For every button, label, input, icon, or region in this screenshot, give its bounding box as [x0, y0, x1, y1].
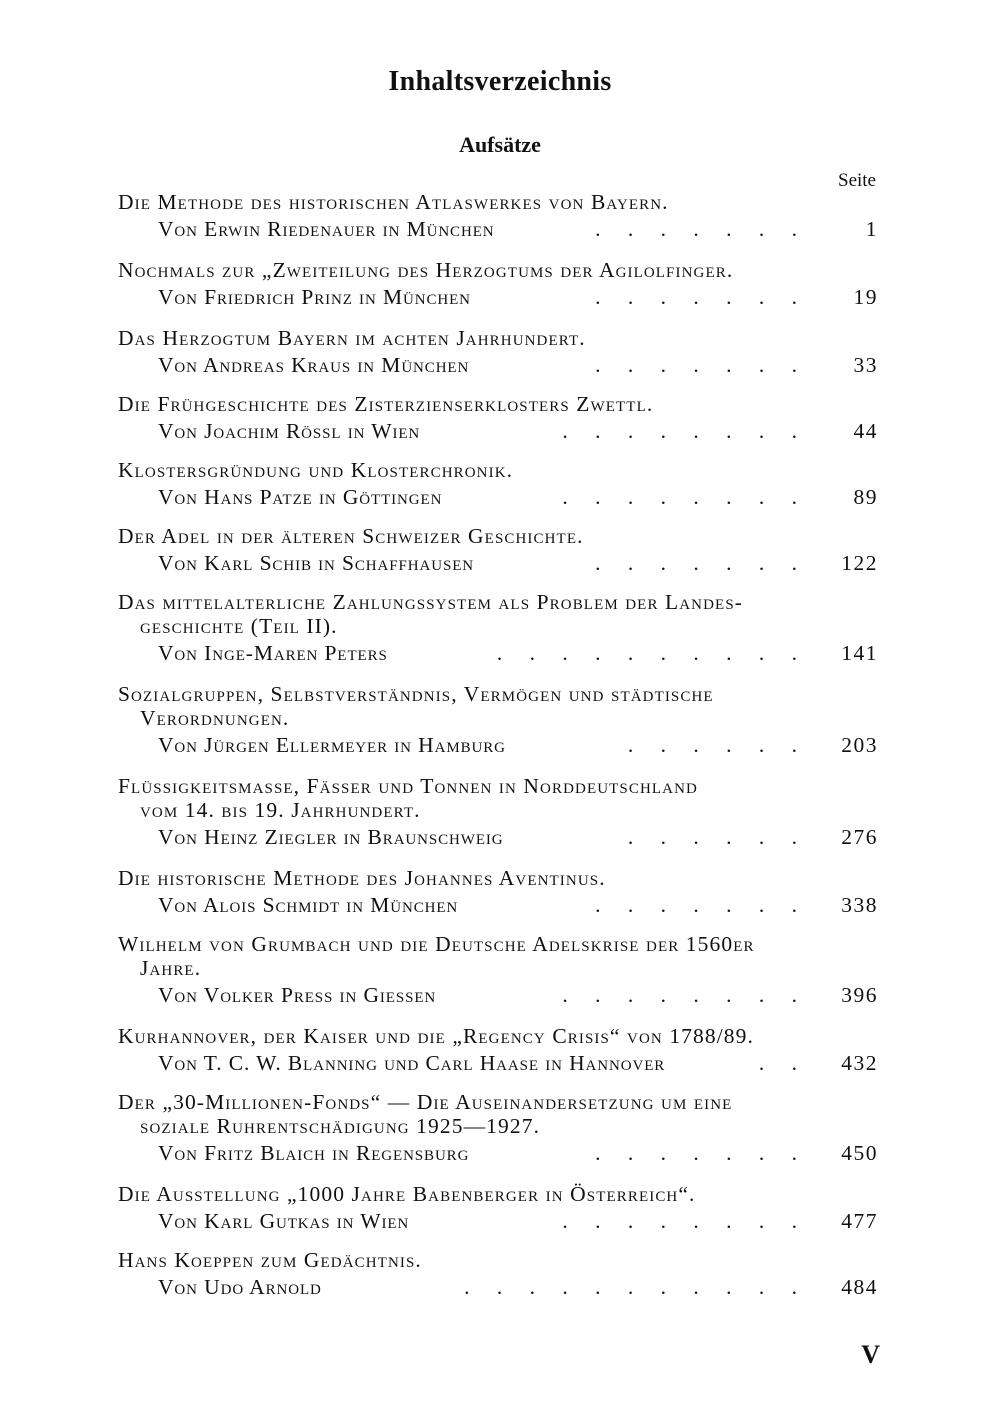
page-number: V — [861, 1340, 880, 1369]
entry-title-line: Die Ausstellung „1000 Jahre Babenberger in Österreich“. — [118, 1182, 696, 1206]
entry-author-line — [118, 419, 878, 443]
dot-leader: . . . . . . — [627, 733, 808, 757]
entry-title-line: Hans Koeppen zum Gedächtnis. — [118, 1248, 422, 1272]
entry-page: 19 — [853, 285, 878, 309]
entry-author-line — [118, 733, 878, 757]
entry-author: Von Joachim Rössl in Wien — [158, 419, 421, 443]
entry-title-line: Die historische Methode des Johannes Aventinus. — [118, 866, 606, 890]
entry-author: Von Karl Gutkas in Wien — [158, 1209, 410, 1233]
dot-leader: . . . . . . . . . . . — [464, 1275, 808, 1299]
entry-author: Von Andreas Kraus in München — [158, 353, 470, 377]
dot-leader: . . — [758, 1051, 808, 1075]
entry-author-line — [118, 983, 878, 1007]
toc-entry — [118, 774, 878, 849]
entry-title-line: Klostersgründung und Klosterchronik. — [118, 458, 514, 482]
dot-leader: . . . . . . . — [595, 217, 808, 241]
entry-page: 477 — [841, 1209, 878, 1233]
dot-leader: . . . . . . — [627, 825, 808, 849]
entry-page: 33 — [853, 353, 878, 377]
dot-leader: . . . . . . . . — [562, 485, 808, 509]
entry-author-line — [118, 485, 878, 509]
entry-author: Von Inge-Maren Peters — [158, 641, 388, 665]
entry-author: Von Friedrich Prinz in München — [158, 285, 471, 309]
entry-page: 484 — [841, 1275, 878, 1299]
entry-author: Von Fritz Blaich in Regensburg — [158, 1141, 470, 1165]
entry-page: 338 — [841, 893, 878, 917]
entry-page: 396 — [841, 983, 878, 1007]
entry-page: 44 — [853, 419, 878, 443]
dot-leader: . . . . . . . . — [562, 419, 808, 443]
entry-author: Von Erwin Riedenauer in München — [158, 217, 495, 241]
dot-leader: . . . . . . . . — [562, 983, 808, 1007]
entry-author: Von Hans Patze in Göttingen — [158, 485, 443, 509]
page-column-label: Seite — [838, 170, 876, 191]
entry-author: Von Karl Schib in Schaffhausen — [158, 551, 474, 575]
entry-page: 141 — [841, 641, 878, 665]
entry-page: 432 — [841, 1051, 878, 1075]
dot-leader: . . . . . . . — [595, 285, 808, 309]
entry-title-line: geschichte (Teil II). — [140, 614, 338, 638]
entry-page: 450 — [841, 1141, 878, 1165]
dot-leader: . . . . . . . . . . — [496, 641, 808, 665]
entry-title-line: Der Adel in der älteren Schweizer Geschichte. — [118, 524, 584, 548]
page-title: Inhaltsverzeichnis — [388, 66, 612, 97]
entry-title-line: Jahre. — [140, 956, 202, 980]
toc-entry — [118, 458, 878, 509]
toc-entry — [118, 932, 878, 1007]
toc-entry — [118, 258, 878, 309]
entry-title-line: Das mittelalterliche Zahlungssystem als Problem der Landes- — [118, 590, 744, 614]
dot-leader: . . . . . . . — [595, 551, 808, 575]
entry-page: 276 — [841, 825, 878, 849]
section-heading: Aufsätze — [459, 132, 541, 157]
entry-author-line — [118, 825, 878, 849]
dot-leader: . . . . . . . . — [562, 1209, 808, 1233]
entry-author: Von T. C. W. Blanning und Carl Haase in Hannover — [158, 1051, 666, 1075]
entry-title-line: Flüssigkeitsmasse, Fässer und Tonnen in Norddeutschland — [118, 774, 698, 798]
entry-page: 122 — [841, 551, 878, 575]
entry-page: 1 — [865, 217, 878, 241]
entry-title-line: Die Frühgeschichte des Zisterzienserklosters Zwettl. — [118, 392, 654, 416]
entry-author-line — [118, 217, 878, 241]
entry-title-line: Die Methode des historischen Atlaswerkes von Bayern. — [118, 190, 669, 214]
entry-author-line — [118, 353, 878, 377]
toc-entry — [118, 590, 878, 665]
entry-author: Von Heinz Ziegler in Braunschweig — [158, 825, 504, 849]
entry-author-line — [118, 641, 878, 665]
entry-title-line: Kurhannover, der Kaiser und die „Regency Crisis“ von 1788/89. — [118, 1024, 754, 1048]
toc-entry — [118, 866, 878, 917]
entry-author-line — [118, 1141, 878, 1165]
entry-title-line: Sozialgruppen, Selbstverständnis, Vermögen und städtische — [118, 682, 714, 706]
toc-entry — [118, 524, 878, 575]
toc-entry — [118, 326, 878, 377]
entry-page: 89 — [853, 485, 878, 509]
dot-leader: . . . . . . . — [595, 893, 808, 917]
entry-author-line — [118, 1209, 878, 1233]
entry-author-line — [118, 1051, 878, 1075]
toc-entry — [118, 682, 878, 757]
entry-author-line — [118, 1275, 878, 1299]
entry-author: Von Jürgen Ellermeyer in Hamburg — [158, 733, 506, 757]
toc-entry — [118, 392, 878, 443]
entry-title-line: Der „30-Millionen-Fonds“ — Die Auseinandersetzung um eine — [118, 1090, 733, 1114]
toc-entry — [118, 190, 878, 241]
entry-page: 203 — [841, 733, 878, 757]
entry-title-line: soziale Ruhrentschädigung 1925—1927. — [140, 1114, 541, 1138]
entry-author: Von Alois Schmidt in München — [158, 893, 459, 917]
entry-title-line: Nochmals zur „Zweiteilung des Herzogtums der Agilolfinger. — [118, 258, 734, 282]
toc-entry — [118, 1248, 878, 1299]
entry-author-line — [118, 551, 878, 575]
toc-entry — [118, 1182, 878, 1233]
entry-author-line — [118, 285, 878, 309]
toc-entry — [118, 1024, 878, 1075]
entry-author: Von Volker Press in Giessen — [158, 983, 437, 1007]
dot-leader: . . . . . . . — [595, 1141, 808, 1165]
entry-author-line — [118, 893, 878, 917]
entry-title-line: Wilhelm von Grumbach und die Deutsche Adelskrise der 1560er — [118, 932, 755, 956]
entry-author: Von Udo Arnold — [158, 1275, 322, 1299]
toc-entry — [118, 1090, 878, 1165]
dot-leader: . . . . . . . — [595, 353, 808, 377]
entry-title-line: vom 14. bis 19. Jahrhundert. — [140, 798, 421, 822]
entry-title-line: Das Herzogtum Bayern im achten Jahrhundert. — [118, 326, 586, 350]
entry-title-line: Verordnungen. — [140, 706, 290, 730]
